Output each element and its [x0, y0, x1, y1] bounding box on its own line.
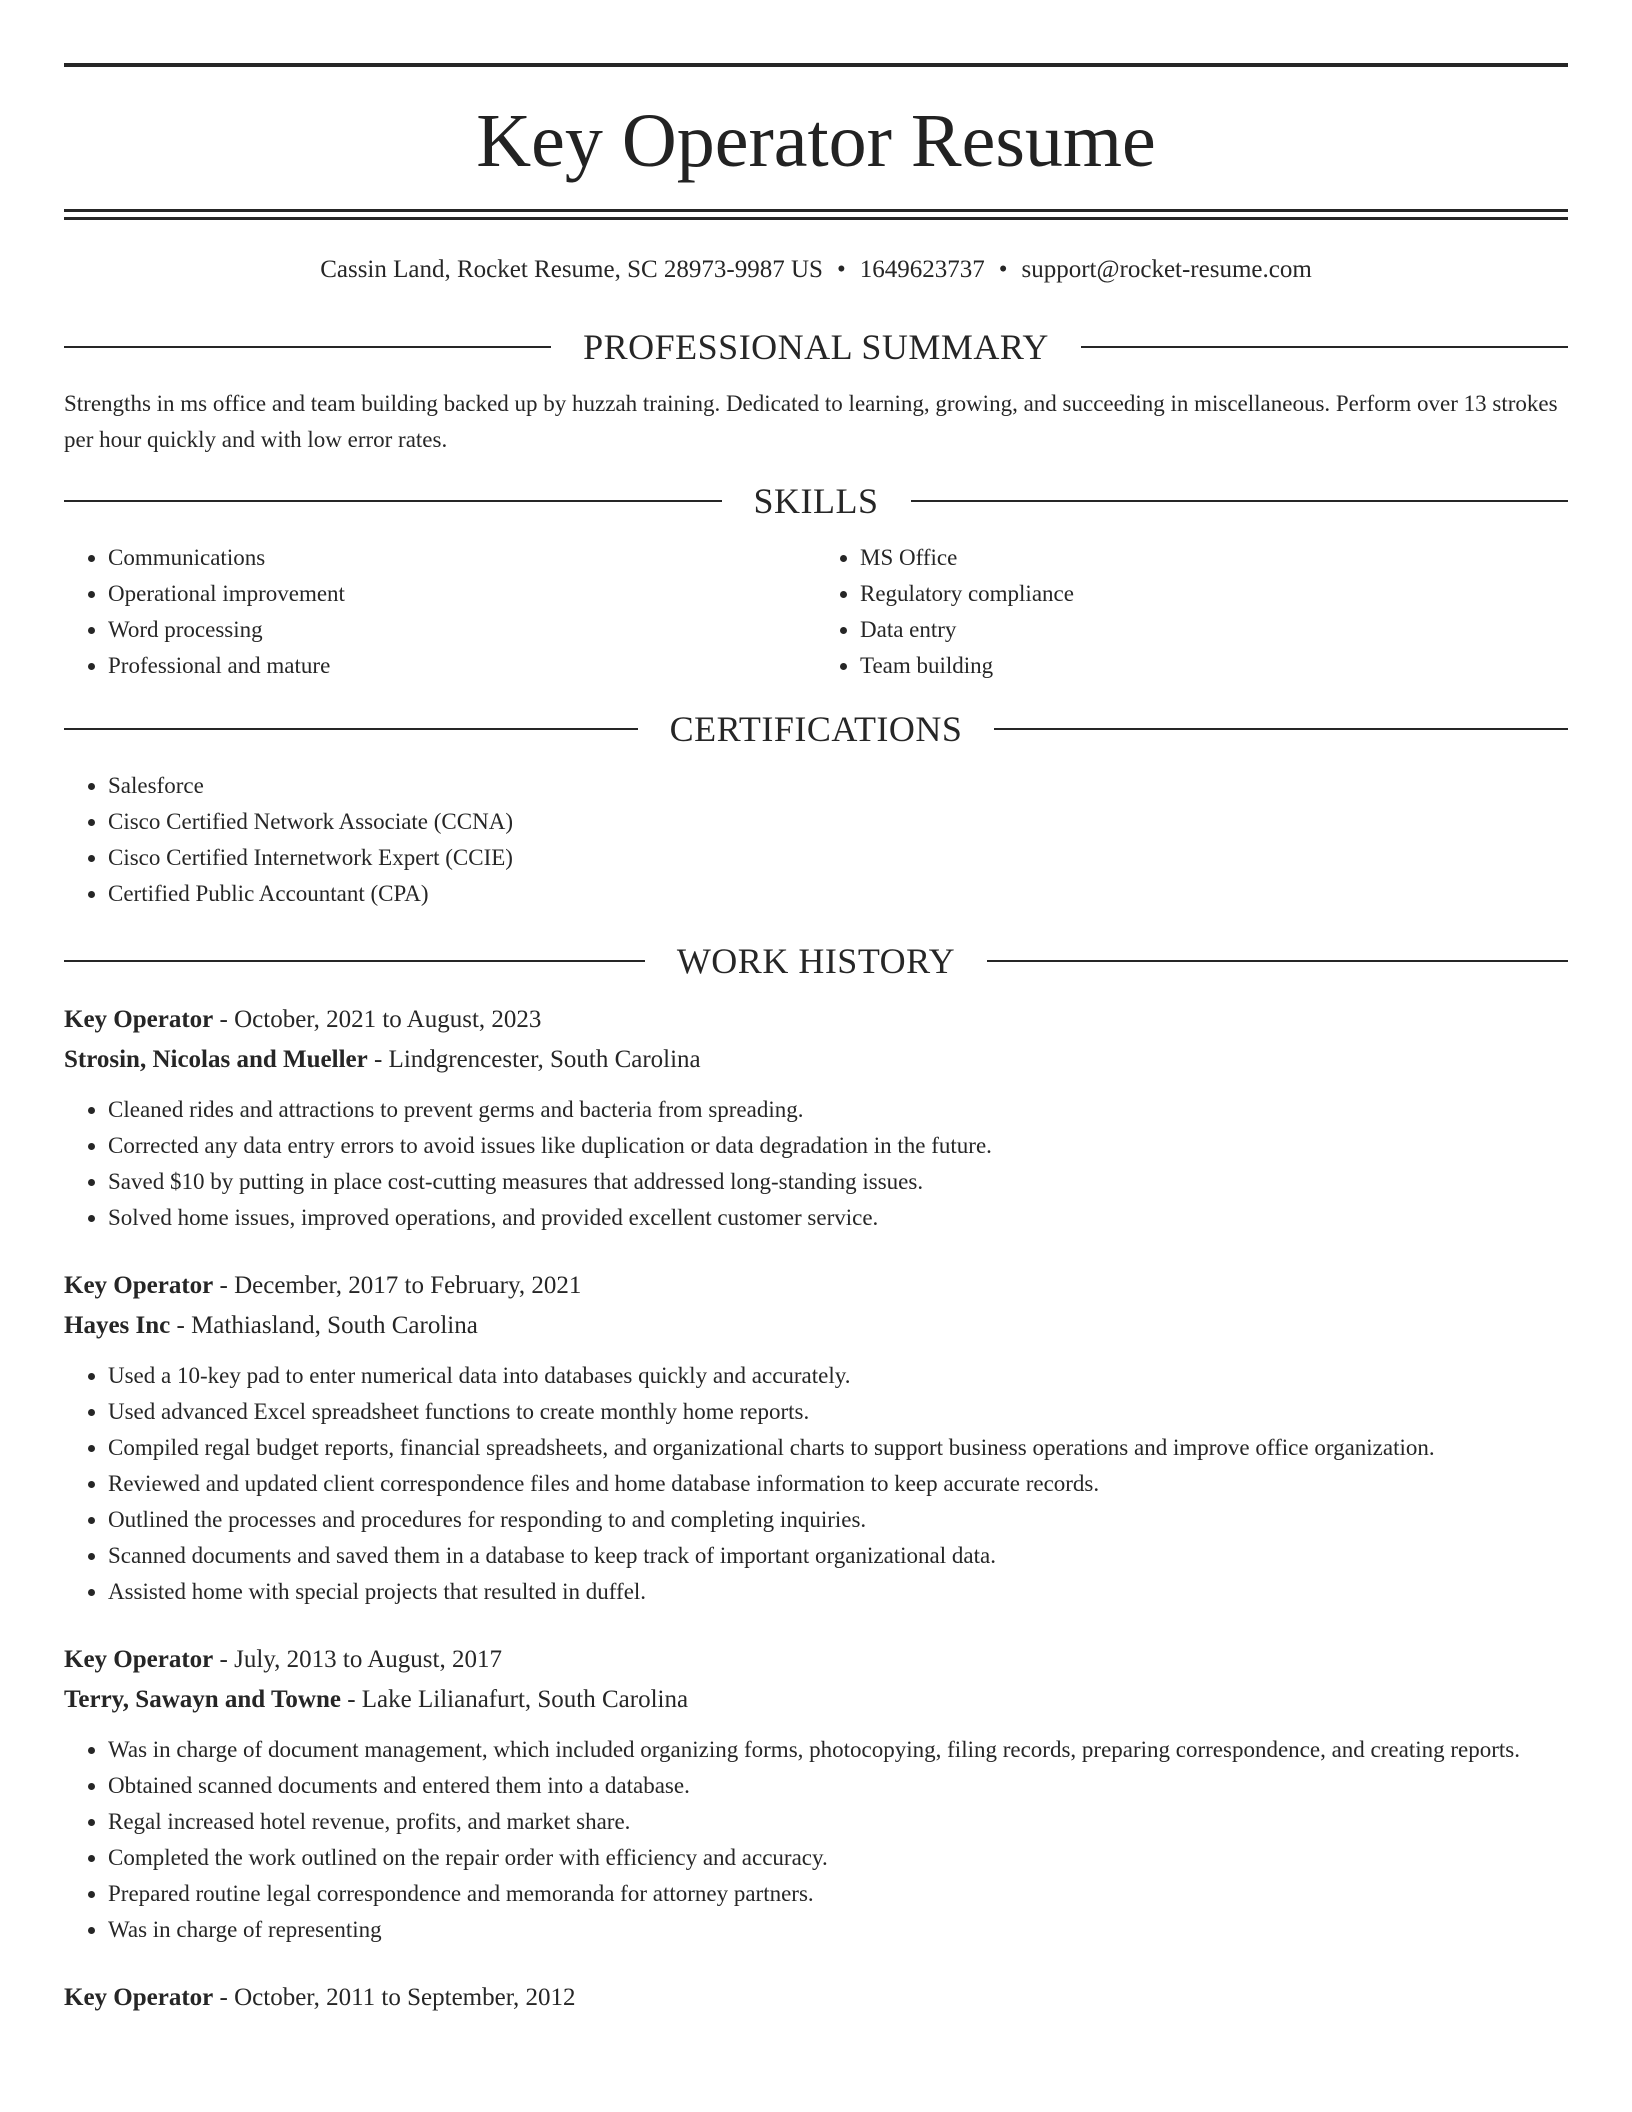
- job-company-line: [64, 1306, 1568, 1346]
- job-duty-item: • Scanned documents and saved them in a database to keep track of important organizational data.: [108, 1538, 1568, 1574]
- skill-item: • MS Office: [860, 540, 1568, 576]
- heading-rule-right: [1081, 346, 1568, 348]
- job-duties-list: [64, 1732, 1568, 1948]
- job-title: Key Operator: [64, 1272, 214, 1299]
- heading-rule-left: [64, 500, 722, 502]
- resume-title: Key Operator Resume: [476, 99, 1156, 183]
- job-duty-item: • Used advanced Excel spreadsheet functions to create monthly home reports.: [108, 1394, 1568, 1430]
- heading-rule-right: [911, 500, 1569, 502]
- job-duties-list: [64, 1358, 1568, 1610]
- job-duty-item: • Was in charge of representing: [108, 1912, 1568, 1948]
- skill-item: • Team building: [860, 648, 1568, 684]
- job-location: Lindgrencester, South Carolina: [388, 1046, 701, 1073]
- job-dates: October, 2021 to August, 2023: [234, 1006, 542, 1033]
- certifications-section-heading: [64, 708, 1568, 750]
- job-title: Key Operator: [64, 1646, 214, 1673]
- job-title: Key Operator: [64, 1984, 214, 2011]
- heading-rule-right: [987, 960, 1568, 962]
- certification-item: • Cisco Certified Network Associate (CCNA): [108, 804, 1568, 840]
- certifications-heading-label: CERTIFICATIONS: [669, 709, 963, 749]
- skills-columns: [64, 540, 1568, 684]
- job-entry: [64, 1000, 1568, 1236]
- job-dates: July, 2013 to August, 2017: [234, 1646, 502, 1673]
- job-separator: -: [213, 1984, 235, 2011]
- job-separator: -: [170, 1312, 192, 1339]
- heading-rule-right: [994, 728, 1568, 730]
- contact-separator: •: [836, 256, 846, 283]
- skill-item: • Word processing: [108, 612, 816, 648]
- job-company-line: [64, 1680, 1568, 1720]
- job-duty-item: • Reviewed and updated client correspondence files and home database information to keep accurate records.: [108, 1466, 1568, 1502]
- summary-section-heading: [64, 326, 1568, 368]
- job-duty-item: • Compiled regal budget reports, financial spreadsheets, and organizational charts to support business operations and improve office organization.: [108, 1430, 1568, 1466]
- job-title-line: [64, 1640, 1568, 1680]
- job-location: Lake Lilianafurt, South Carolina: [361, 1686, 689, 1713]
- job-separator: -: [340, 1686, 362, 1713]
- job-duty-item: • Was in charge of document management, which included organizing forms, photocopying, filing records, preparing correspondence, and creating reports.: [108, 1732, 1568, 1768]
- heading-rule-left: [64, 960, 645, 962]
- job-duty-item: • Prepared routine legal correspondence and memoranda for attorney partners.: [108, 1876, 1568, 1912]
- certifications-list: [64, 768, 1568, 912]
- job-duty-item: • Outlined the processes and procedures for responding to and completing inquiries.: [108, 1502, 1568, 1538]
- job-entry: [64, 1978, 1568, 2018]
- certification-item: • Salesforce: [108, 768, 1568, 804]
- job-duty-item: • Used a 10-key pad to enter numerical data into databases quickly and accurately.: [108, 1358, 1568, 1394]
- contact-line: [64, 256, 1568, 284]
- job-title: Key Operator: [64, 1006, 214, 1033]
- skills-section-heading: [64, 480, 1568, 522]
- contact-email: support@rocket-resume.com: [1021, 256, 1312, 283]
- job-company: Strosin, Nicolas and Mueller: [64, 1046, 368, 1073]
- summary-text: Strengths in ms office and team building backed up by huzzah training. Dedicated to learning, growing, and succeeding in miscellaneous. Perform over 13 strokes per hour quickly and with low error rates.: [64, 391, 1558, 452]
- contact-phone: 1649623737: [859, 256, 985, 283]
- job-separator: -: [213, 1272, 235, 1299]
- job-entry: [64, 1640, 1568, 1948]
- skills-list-right: [816, 540, 1568, 684]
- job-duties-list: [64, 1092, 1568, 1236]
- heading-rule-left: [64, 346, 551, 348]
- top-rule: [64, 63, 1568, 67]
- job-dates: December, 2017 to February, 2021: [234, 1272, 582, 1299]
- work-history-section-heading: [64, 940, 1568, 982]
- certification-item: • Certified Public Accountant (CPA): [108, 876, 1568, 912]
- summary-heading-label: PROFESSIONAL SUMMARY: [583, 327, 1049, 367]
- job-duty-item: • Solved home issues, improved operations, and provided excellent customer service.: [108, 1200, 1568, 1236]
- job-entry: [64, 1266, 1568, 1610]
- job-separator: -: [367, 1046, 389, 1073]
- job-dates: October, 2011 to September, 2012: [234, 1984, 576, 2011]
- job-title-line: [64, 1000, 1568, 1040]
- job-duty-item: • Saved $10 by putting in place cost-cutting measures that addressed long-standing issues.: [108, 1164, 1568, 1200]
- contact-separator: •: [998, 256, 1008, 283]
- job-duty-item: • Cleaned rides and attractions to prevent germs and bacteria from spreading.: [108, 1092, 1568, 1128]
- certification-item: • Cisco Certified Internetwork Expert (CCIE): [108, 840, 1568, 876]
- heading-rule-left: [64, 728, 638, 730]
- job-company: Terry, Sawayn and Towne: [64, 1686, 341, 1713]
- skill-item: • Communications: [108, 540, 816, 576]
- work-history-heading-label: WORK HISTORY: [676, 941, 956, 981]
- skills-heading-label: SKILLS: [753, 481, 879, 521]
- skill-item: • Professional and mature: [108, 648, 816, 684]
- job-duty-item: • Regal increased hotel revenue, profits, and market share.: [108, 1804, 1568, 1840]
- title-double-rule: [64, 209, 1568, 220]
- job-location: Mathiasland, South Carolina: [191, 1312, 478, 1339]
- job-title-line: [64, 1978, 1568, 2018]
- job-separator: -: [213, 1646, 235, 1673]
- job-separator: -: [213, 1006, 235, 1033]
- skill-item: • Data entry: [860, 612, 1568, 648]
- contact-address: Cassin Land, Rocket Resume, SC 28973-9987 US: [320, 256, 823, 283]
- job-duty-item: • Completed the work outlined on the repair order with efficiency and accuracy.: [108, 1840, 1568, 1876]
- job-duty-item: • Corrected any data entry errors to avoid issues like duplication or data degradation in the future.: [108, 1128, 1568, 1164]
- skill-item: • Regulatory compliance: [860, 576, 1568, 612]
- skill-item: • Operational improvement: [108, 576, 816, 612]
- job-duty-item: • Obtained scanned documents and entered them into a database.: [108, 1768, 1568, 1804]
- job-duty-item: • Assisted home with special projects that resulted in duffel.: [108, 1574, 1568, 1610]
- job-company-line: [64, 1040, 1568, 1080]
- job-title-line: [64, 1266, 1568, 1306]
- skills-list-left: [64, 540, 816, 684]
- job-company: Hayes Inc: [64, 1312, 171, 1339]
